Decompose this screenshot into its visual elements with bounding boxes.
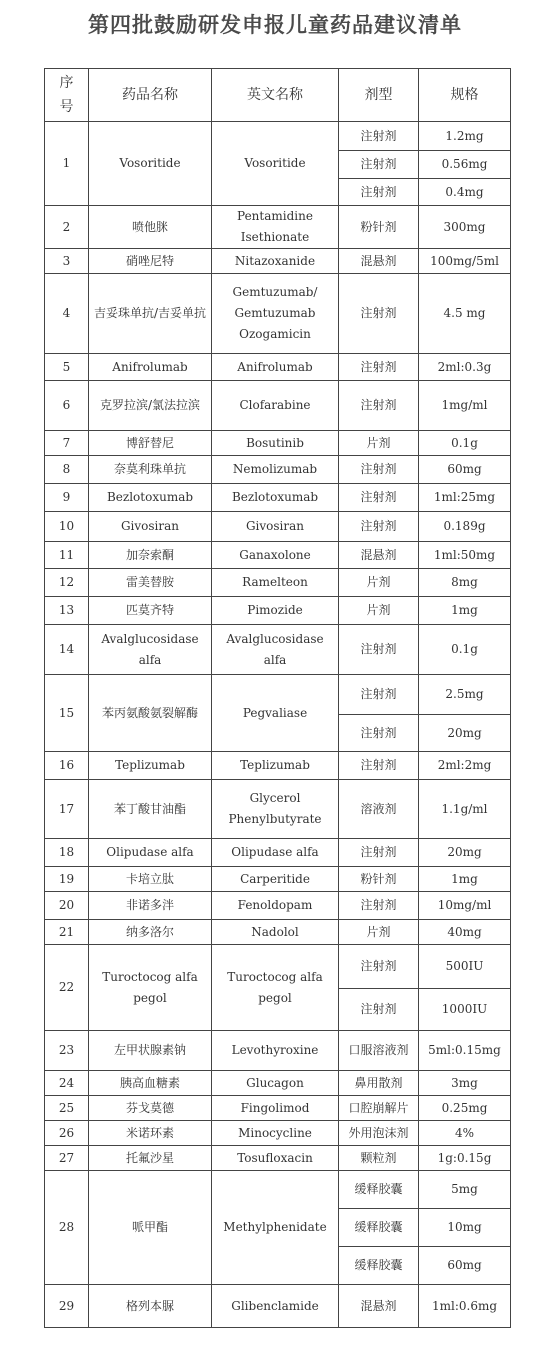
drug-cn-name: Teplizumab xyxy=(89,752,212,780)
spec-value: 1000IU xyxy=(419,989,511,1031)
dosage-form: 口服溶液剂 xyxy=(339,1031,419,1071)
drug-en-name: Carperitide xyxy=(212,867,339,892)
spec-value: 2ml:2mg xyxy=(419,752,511,780)
row-number: 17 xyxy=(45,780,89,839)
drug-en-name: Minocycline xyxy=(212,1121,339,1146)
row-number: 15 xyxy=(45,675,89,752)
table-row xyxy=(45,122,511,151)
drug-cn-name: 卡培立肽 xyxy=(89,867,212,892)
drug-cn-name: Avalglucosidase alfa xyxy=(89,625,212,675)
table-row xyxy=(45,381,511,431)
spec-value: 0.189g xyxy=(419,512,511,542)
spec-value: 1.1g/ml xyxy=(419,780,511,839)
table-row xyxy=(45,512,511,542)
dosage-form: 缓释胶囊 xyxy=(339,1171,419,1209)
row-number: 21 xyxy=(45,920,89,945)
spec-value: 3mg xyxy=(419,1071,511,1096)
drug-cn-name: 吉妥珠单抗/吉妥单抗 xyxy=(89,274,212,354)
drug-cn-name: 匹莫齐特 xyxy=(89,597,212,625)
row-number: 25 xyxy=(45,1096,89,1121)
drug-en-name: Vosoritide xyxy=(212,122,339,206)
row-number: 22 xyxy=(45,945,89,1031)
spec-value: 1ml:50mg xyxy=(419,542,511,569)
table-row xyxy=(45,1146,511,1171)
row-number: 6 xyxy=(45,381,89,431)
row-number: 20 xyxy=(45,892,89,920)
spec-value: 300mg xyxy=(419,206,511,249)
dosage-form: 注射剂 xyxy=(339,715,419,752)
dosage-form: 混悬剂 xyxy=(339,542,419,569)
spec-value: 1mg/ml xyxy=(419,381,511,431)
header-no: 序号 xyxy=(45,69,89,122)
dosage-form: 缓释胶囊 xyxy=(339,1247,419,1285)
drug-en-name: Bezlotoxumab xyxy=(212,484,339,512)
drug-en-name: Levothyroxine xyxy=(212,1031,339,1071)
row-number: 24 xyxy=(45,1071,89,1096)
spec-value: 2ml:0.3g xyxy=(419,354,511,381)
spec-value: 1ml:25mg xyxy=(419,484,511,512)
dosage-form: 注射剂 xyxy=(339,989,419,1031)
dosage-form: 外用泡沫剂 xyxy=(339,1121,419,1146)
drug-en-name: Fingolimod xyxy=(212,1096,339,1121)
row-number: 8 xyxy=(45,456,89,484)
drug-en-name: Ramelteon xyxy=(212,569,339,597)
drug-en-name: Methylphenidate xyxy=(212,1171,339,1285)
dosage-form: 片剂 xyxy=(339,431,419,456)
table-row xyxy=(45,752,511,780)
table-row xyxy=(45,597,511,625)
drug-en-name: Turoctocog alfa pegol xyxy=(212,945,339,1031)
drug-cn-name: 芬戈莫德 xyxy=(89,1096,212,1121)
drug-en-name: Teplizumab xyxy=(212,752,339,780)
drug-cn-name: 硝唑尼特 xyxy=(89,249,212,274)
spec-value: 10mg xyxy=(419,1209,511,1247)
spec-value: 0.4mg xyxy=(419,179,511,206)
spec-value: 5mg xyxy=(419,1171,511,1209)
dosage-form: 粉针剂 xyxy=(339,206,419,249)
table-row xyxy=(45,945,511,989)
header-spec: 规格 xyxy=(419,69,511,122)
drug-en-name: Clofarabine xyxy=(212,381,339,431)
drug-en-name: Fenoldopam xyxy=(212,892,339,920)
row-number: 5 xyxy=(45,354,89,381)
dosage-form: 注射剂 xyxy=(339,151,419,179)
drug-en-name: Nemolizumab xyxy=(212,456,339,484)
dosage-form: 片剂 xyxy=(339,597,419,625)
drug-en-name: Nadolol xyxy=(212,920,339,945)
spec-value: 4% xyxy=(419,1121,511,1146)
dosage-form: 注射剂 xyxy=(339,456,419,484)
table-row xyxy=(45,867,511,892)
dosage-form: 颗粒剂 xyxy=(339,1146,419,1171)
dosage-form: 注射剂 xyxy=(339,675,419,715)
spec-value: 0.1g xyxy=(419,431,511,456)
table-row xyxy=(45,569,511,597)
table-row xyxy=(45,354,511,381)
drug-cn-name: 奈莫利珠单抗 xyxy=(89,456,212,484)
row-number: 2 xyxy=(45,206,89,249)
table-row xyxy=(45,456,511,484)
drug-cn-name: 托氟沙星 xyxy=(89,1146,212,1171)
dosage-form: 粉针剂 xyxy=(339,867,419,892)
spec-value: 100mg/5ml xyxy=(419,249,511,274)
table-row xyxy=(45,892,511,920)
spec-value: 20mg xyxy=(419,715,511,752)
row-number: 3 xyxy=(45,249,89,274)
dosage-form: 注射剂 xyxy=(339,179,419,206)
page-title: 第四批鼓励研发申报儿童药品建议清单 xyxy=(88,13,462,37)
table-row xyxy=(45,1071,511,1096)
drug-en-name: Avalglucosidase alfa xyxy=(212,625,339,675)
drug-cn-name: Vosoritide xyxy=(89,122,212,206)
spec-value: 0.56mg xyxy=(419,151,511,179)
drug-en-name: Pimozide xyxy=(212,597,339,625)
dosage-form: 注射剂 xyxy=(339,512,419,542)
dosage-form: 注射剂 xyxy=(339,839,419,867)
header-dosage-form: 剂型 xyxy=(339,69,419,122)
spec-value: 4.5 mg xyxy=(419,274,511,354)
drug-cn-name: 纳多洛尔 xyxy=(89,920,212,945)
row-number: 1 xyxy=(45,122,89,206)
table-row xyxy=(45,206,511,249)
spec-value: 1mg xyxy=(419,867,511,892)
drug-en-name: Pegvaliase xyxy=(212,675,339,752)
dosage-form: 注射剂 xyxy=(339,892,419,920)
table-row xyxy=(45,1121,511,1146)
dosage-form: 混悬剂 xyxy=(339,249,419,274)
drug-cn-name: 博舒替尼 xyxy=(89,431,212,456)
drug-en-name: Glycerol Phenylbutyrate xyxy=(212,780,339,839)
drug-en-name: Pentamidine Isethionate xyxy=(212,206,339,249)
row-number: 29 xyxy=(45,1285,89,1328)
table-row xyxy=(45,1096,511,1121)
spec-value: 0.25mg xyxy=(419,1096,511,1121)
spec-value: 1g:0.15g xyxy=(419,1146,511,1171)
drug-en-name: Glucagon xyxy=(212,1071,339,1096)
table-row xyxy=(45,431,511,456)
dosage-form: 注射剂 xyxy=(339,274,419,354)
row-number: 28 xyxy=(45,1171,89,1285)
table-row xyxy=(45,625,511,675)
drug-cn-name: 加奈索酮 xyxy=(89,542,212,569)
spec-value: 40mg xyxy=(419,920,511,945)
table-row xyxy=(45,484,511,512)
dosage-form: 注射剂 xyxy=(339,625,419,675)
drug-cn-name: Givosiran xyxy=(89,512,212,542)
spec-value: 0.1g xyxy=(419,625,511,675)
table-row xyxy=(45,1031,511,1071)
table-header-row xyxy=(45,69,511,122)
table-row xyxy=(45,1285,511,1328)
drug-cn-name: 米诺环素 xyxy=(89,1121,212,1146)
table-row xyxy=(45,249,511,274)
drug-cn-name: 喷他脒 xyxy=(89,206,212,249)
dosage-form: 混悬剂 xyxy=(339,1285,419,1328)
row-number: 13 xyxy=(45,597,89,625)
row-number: 27 xyxy=(45,1146,89,1171)
drug-cn-name: 哌甲酯 xyxy=(89,1171,212,1285)
row-number: 7 xyxy=(45,431,89,456)
row-number: 9 xyxy=(45,484,89,512)
dosage-form: 缓释胶囊 xyxy=(339,1209,419,1247)
row-number: 19 xyxy=(45,867,89,892)
row-number: 26 xyxy=(45,1121,89,1146)
dosage-form: 注射剂 xyxy=(339,484,419,512)
drug-cn-name: Bezlotoxumab xyxy=(89,484,212,512)
dosage-form: 注射剂 xyxy=(339,945,419,989)
spec-value: 60mg xyxy=(419,1247,511,1285)
drug-list-table xyxy=(44,68,511,1328)
spec-value: 500IU xyxy=(419,945,511,989)
drug-cn-name: Turoctocog alfa pegol xyxy=(89,945,212,1031)
drug-cn-name: 胰高血糖素 xyxy=(89,1071,212,1096)
row-number: 18 xyxy=(45,839,89,867)
row-number: 11 xyxy=(45,542,89,569)
row-number: 23 xyxy=(45,1031,89,1071)
drug-cn-name: 雷美替胺 xyxy=(89,569,212,597)
spec-value: 20mg xyxy=(419,839,511,867)
table-body xyxy=(45,122,511,1328)
row-number: 10 xyxy=(45,512,89,542)
row-number: 16 xyxy=(45,752,89,780)
drug-cn-name: Anifrolumab xyxy=(89,354,212,381)
dosage-form: 注射剂 xyxy=(339,752,419,780)
drug-cn-name: 非诺多泮 xyxy=(89,892,212,920)
spec-value: 60mg xyxy=(419,456,511,484)
drug-cn-name: 苯丁酸甘油酯 xyxy=(89,780,212,839)
spec-value: 1.2mg xyxy=(419,122,511,151)
drug-en-name: Givosiran xyxy=(212,512,339,542)
dosage-form: 注射剂 xyxy=(339,354,419,381)
drug-cn-name: 苯丙氨酸氨裂解酶 xyxy=(89,675,212,752)
header-en-name: 英文名称 xyxy=(212,69,339,122)
dosage-form: 注射剂 xyxy=(339,381,419,431)
table-row xyxy=(45,675,511,715)
table-row xyxy=(45,839,511,867)
row-number: 12 xyxy=(45,569,89,597)
spec-value: 10mg/ml xyxy=(419,892,511,920)
spec-value: 2.5mg xyxy=(419,675,511,715)
table-row xyxy=(45,780,511,839)
table-row xyxy=(45,274,511,354)
dosage-form: 片剂 xyxy=(339,920,419,945)
drug-en-name: Ganaxolone xyxy=(212,542,339,569)
drug-cn-name: Olipudase alfa xyxy=(89,839,212,867)
spec-value: 5ml:0.15mg xyxy=(419,1031,511,1071)
spec-value: 1mg xyxy=(419,597,511,625)
drug-en-name: Olipudase alfa xyxy=(212,839,339,867)
row-number: 14 xyxy=(45,625,89,675)
drug-cn-name: 左甲状腺素钠 xyxy=(89,1031,212,1071)
spec-value: 8mg xyxy=(419,569,511,597)
drug-en-name: Tosufloxacin xyxy=(212,1146,339,1171)
dosage-form: 鼻用散剂 xyxy=(339,1071,419,1096)
drug-en-name: Anifrolumab xyxy=(212,354,339,381)
table-row xyxy=(45,542,511,569)
row-number: 4 xyxy=(45,274,89,354)
header-cn-name: 药品名称 xyxy=(89,69,212,122)
drug-cn-name: 克罗拉滨/氯法拉滨 xyxy=(89,381,212,431)
dosage-form: 注射剂 xyxy=(339,122,419,151)
dosage-form: 溶液剂 xyxy=(339,780,419,839)
table-row xyxy=(45,920,511,945)
drug-cn-name: 格列本脲 xyxy=(89,1285,212,1328)
drug-en-name: Glibenclamide xyxy=(212,1285,339,1328)
drug-en-name: Nitazoxanide xyxy=(212,249,339,274)
dosage-form: 口腔崩解片 xyxy=(339,1096,419,1121)
dosage-form: 片剂 xyxy=(339,569,419,597)
table-row xyxy=(45,1171,511,1209)
drug-en-name: Bosutinib xyxy=(212,431,339,456)
drug-en-name: Gemtuzumab/ Gemtuzumab Ozogamicin xyxy=(212,274,339,354)
spec-value: 1ml:0.6mg xyxy=(419,1285,511,1328)
